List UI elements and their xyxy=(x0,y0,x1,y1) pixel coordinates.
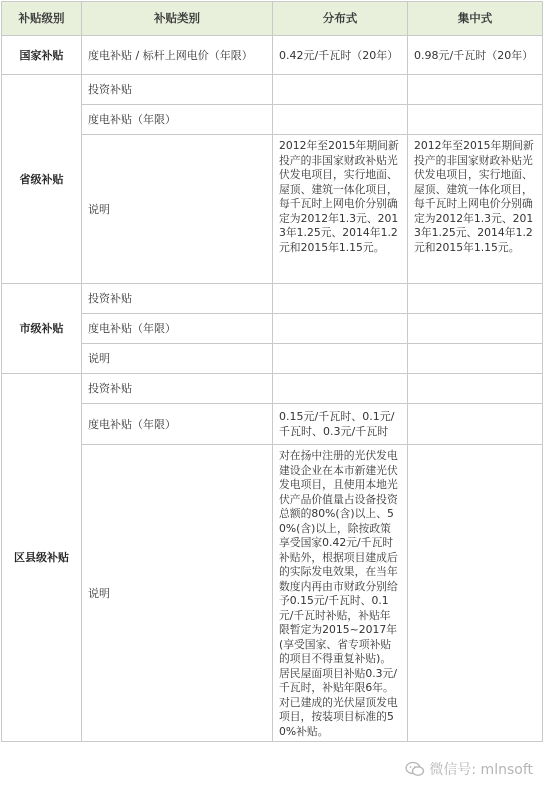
national-row xyxy=(2,36,543,75)
provincial-kwh-centralized xyxy=(408,105,543,135)
provincial-kwh: 度电补贴（年限） xyxy=(82,105,273,135)
city-note-label: 说明 xyxy=(82,344,273,374)
provincial-level: 省级补贴 xyxy=(2,75,82,284)
district-kwh: 度电补贴（年限） xyxy=(82,404,273,445)
city-row-investment xyxy=(2,284,543,314)
city-investment-distributed xyxy=(273,284,408,314)
provincial-note-label: 说明 xyxy=(82,135,273,284)
city-investment-centralized xyxy=(408,284,543,314)
city-row-note xyxy=(2,344,543,374)
district-investment: 投资补贴 xyxy=(82,374,273,404)
city-level: 市级补贴 xyxy=(2,284,82,374)
provincial-row-investment xyxy=(2,75,543,105)
district-note-centralized xyxy=(408,445,543,742)
wechat-icon xyxy=(405,761,425,777)
watermark xyxy=(405,759,533,779)
provincial-investment-centralized xyxy=(408,75,543,105)
header-level: 补贴级别 xyxy=(2,2,82,36)
district-note-distributed: 对在扬中注册的光伏发电建设企业在本市新建光伏发电项目，且使用本地光伏产品价值量占设备投资总额的80%(含)以上、50%(含)以上，除按政策享受国家0.42元/千瓦时补贴外，根据项目建成后的实际发电效果，在当年数度内再由市财政分别给予0.15元/千瓦时、0.1元/千瓦时补贴，补贴年限暂定为2015~2017年(享受国家、省专项补贴的项目不得重复补贴)。居民屋面项目补贴0.3元/千瓦时，补贴年限6年。对已建成的光伏屋顶发电项目，按装项目标准的50%补贴。 xyxy=(273,445,408,742)
district-kwh-distributed: 0.15元/千瓦时、0.1元/千瓦时、0.3元/千瓦时 xyxy=(273,404,408,445)
provincial-row-kwh xyxy=(2,105,543,135)
city-investment: 投资补贴 xyxy=(82,284,273,314)
district-investment-distributed xyxy=(273,374,408,404)
provincial-note-centralized: 2012年至2015年期间新投产的非国家财政补贴光伏发电项目，实行地面、屋顶、建筑一体化项目，每千瓦时上网电价分别确定为2012年1.3元、2013年1.25元、2014年1.2元和2015年1.15元。 xyxy=(408,135,543,284)
provincial-row-note xyxy=(2,135,543,284)
district-note-label: 说明 xyxy=(82,445,273,742)
provincial-kwh-distributed xyxy=(273,105,408,135)
city-kwh: 度电补贴（年限） xyxy=(82,314,273,344)
national-distributed: 0.42元/千瓦时（20年） xyxy=(273,36,408,75)
district-kwh-centralized xyxy=(408,404,543,445)
national-centralized: 0.98元/千瓦时（20年） xyxy=(408,36,543,75)
provincial-investment: 投资补贴 xyxy=(82,75,273,105)
national-type: 度电补贴 / 标杆上网电价（年限） xyxy=(82,36,273,75)
header-row xyxy=(2,2,543,36)
provincial-investment-distributed xyxy=(273,75,408,105)
header-type: 补贴类别 xyxy=(82,2,273,36)
district-row-investment xyxy=(2,374,543,404)
district-row-kwh xyxy=(2,404,543,445)
city-kwh-centralized xyxy=(408,314,543,344)
district-level: 区县级补贴 xyxy=(2,374,82,742)
subsidy-table xyxy=(1,1,543,742)
city-row-kwh xyxy=(2,314,543,344)
city-note-centralized xyxy=(408,344,543,374)
district-row-note xyxy=(2,445,543,742)
city-kwh-distributed xyxy=(273,314,408,344)
header-distributed: 分布式 xyxy=(273,2,408,36)
national-level: 国家补贴 xyxy=(2,36,82,75)
provincial-note-distributed: 2012年至2015年期间新投产的非国家财政补贴光伏发电项目，实行地面、屋顶、建筑一体化项目，每千瓦时上网电价分别确定为2012年1.3元、2013年1.25元、2014年1.2元和2015年1.15元。 xyxy=(273,135,408,284)
city-note-distributed xyxy=(273,344,408,374)
header-centralized: 集中式 xyxy=(408,2,543,36)
district-investment-centralized xyxy=(408,374,543,404)
watermark-text: 微信号: mlnsoft xyxy=(429,759,533,779)
